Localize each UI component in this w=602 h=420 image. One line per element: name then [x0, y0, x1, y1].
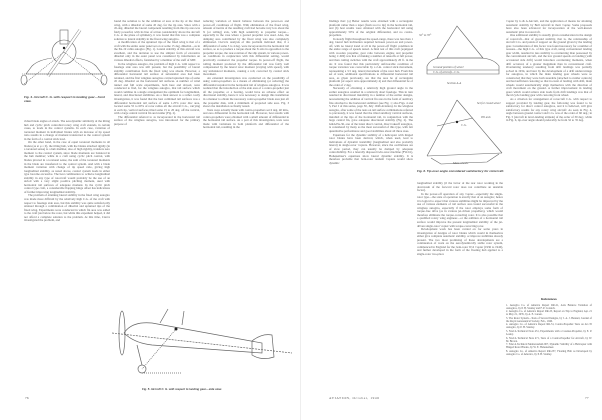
paragraph: One additional stability is usually given consideration in the design of rotorcraft—that of ground stability, that is, the relationship of aircraft C.G. and points of support on the ground given by the landing gear. Consideration of this factor was found necessary for a number of reasons—the high C.G. of this type craft, using conventional landing gear width, resulted in less stability to overturning than possessed by the conventional aircraft, and the low ground speeds on landing (with occasional side drift) would introduce overturning moments, when drift occurred, of a greater magnitude than in conventional craft. Overturning tendency resulting from drift landings was partially solved in 1934, and later by the development of a drift undercarriage for autogiros, in which the main landing gear wheels were so constructed that they were both steerable (attached to rudder controls) and had sufficient castoring so that in event of landing with drift, main wheels would automatically align themselves with the direction of craft movement on the ground. A further improvement in landing gears which would relieve side loads from drift landings was that of the tricycle landing gear with castoring front wheel. [506, 33, 592, 98]
right-page-column-2 [417, 182, 503, 382]
reference-item: 4. Autogiro Co. of America Report RR-31, Contra-Propeller Tests on AC-35 Autogiro, by P. H. Stanley. [506, 323, 592, 330]
left-page [0, 0, 300, 420]
right-page-column-1 [329, 20, 413, 382]
reference-item: 1. Autogiro Co. of America Report RR-21, Axis Balance Variation of Autogiros, by P. H. Stanley and F. P. Cotanch. [506, 303, 592, 310]
paragraph: found the solution to be the addition of area at the tip of the fixed wing, with a dihedral of some 45 deg. for the tip area. Since with a 45-deg. dihedral the lateral component resulting from this tip area was fairly powerful, with its line of action considerably above the aircraft C.G. at the plane of symmetry, it was found that this was a complete solution to lateral stability in the fixed-wing autogiro. [114, 20, 200, 41]
figure-5-caption: Fig. 5. Aircraft C. G. with respect to landing gear—side view. [142, 387, 222, 391]
paragraph: The differential referred to as incorporated in the horizontal tail surface of the wingless autogiro, was introduced for the primary purpose of [114, 114, 200, 126]
reference-item: 6. NACA Technical Note 471, Tests of a Contra-Propeller for Aircraft, by W. M. Brown. [506, 336, 592, 343]
paragraph: In the power-off operation of any 'copter—especially the single-rotor type—the state of operation is exactly that of an autogiro; hence it is logical to expect that various stabilities might be improved by the use of various elements of tail surface area found successful in the wingless autogiro, especially if the rotor employs some form of torque-free drive (as in various jet-driven propellers), which would therefore eliminate the torque-correcting rotor. It is also possible that a qualified rotary wing engineer—or the addition of a horizontal tail surface would improve the present longitudinal stability of the jet-driven single-rotor 'copter with torque-correcting rotor. [417, 191, 503, 228]
figure-6-caption: Fig. 6. Tip-over angle considered satisfactory for rotorcraft. [417, 169, 505, 173]
figure-4-caption: Fig. 4. Aircraft C. G. with respect to landing gear—front view. [24, 95, 105, 103]
references-heading: References [541, 297, 557, 301]
paragraph: In the wingless autogiro, the problem of high C.G. with respect to fuselage side area was still present, but the possibility of lateral stability contribution from the fixed wing was absent. However, a differential horizontal tail surface of substantial area had been retained, and the first wingless autogiros carried upturned tips of some 45 deg. dihedral on the horizontal tail surfaces. A number of wind tunnel and full scale experiments, both here and abroad, were conducted to find, for the wingless autogiro, that tail surface which would combine in a single arrangement the optimum for longitudinal, lateral, and directional stabilities. As a final answer to a rather costly investigation, it was found that the best combined tail surfaces was a differential horizontal tail surface of some 1.25% rotor disc area, located some 55 to 60% of rotor radius aft the aircraft C.G., carrying at each tip, vertical surfaces tilted some 15 to 20 deg. off the vertical, with a large central vertical fin and rudder (Fig. 2). [114, 61, 200, 116]
page-number-left: 76 [25, 396, 29, 400]
reference-item: 3. The Rotor System—Tests of Several Designs, by J. A. J. Bennett, Journal of the Royal Aeronautical Society, Feb., 1940. [506, 316, 592, 323]
figure-6-ground-label: Ground position of wheel [433, 65, 464, 69]
paragraph: An extended investigation was conducted on the possibility of using contra-propellers as a means of eliminating (or reducing) the differential required in the horizontal tail of wingless autogiros. It was realized that the introduction of the side area of a contra-propeller just aft the propeller, or a bearing, would have an adverse effect on directional stability, hence it was necessary to design this installation in a manner to obtain the necessary contra-propeller blade area just aft the propeller disk, with a minimum of projected side area. Fig. 3 shows the installation as finally tested. [203, 75, 289, 109]
figure-6-tip-over-diagram [417, 18, 507, 168]
paragraph: Tests were actually made with contra-propellers set 6 deg. 40 min., and zero differential in the horizontal tail. However, best results with contra-propellers were obtained with a small amount of differential in the horizontal tail surface. As a part of this investigation, tests were made with variations in both planform and differential of the horizontal tail, resulting in the [203, 107, 289, 130]
paragraph: vidual blade angles of attack. The aerodynamic similarity of the tilting hub and cyclic pitch controlled rotary wing craft extends, in certain cases, to loads in the control systems. In each case, variation of torsional moment in individual blades with an increase of tip speed ratio results in a change of moment transferred to the control system in the form of a control stick load. [24, 120, 110, 141]
left-page-column-3 [203, 20, 289, 300]
reference-item: 7. NACA Technical Memorandum 907, Dynamic Stability of a Helicopter with Hinged Rotor Blades, by W. E. Hohenemser. [506, 343, 592, 350]
page-number-right: 77 [585, 396, 589, 400]
paragraph: reducing variation of lateral balance between the power-on and power-off conditions of flight. With elimination of the fixed wing, amount of inertia of the resulting craft had become very low about the X (or rolling) axis, with high sensitivity to propeller torque—especially in the case where a geared propeller was used. Also, the damping area contributed by the fixed wing was also completely eliminated. Cierva's analysis of this problem indicated that, if a differential of some 3 to 4 deg. were incorporated in the horizontal tail surface, so as to produce a torque about the X axis in opposition to the propeller torque, the rear-rotation of the slip stream, in various power-on conditions in conjunction with this differential setting, would practically counteract the propeller torque. In power-off flight, the rolling moment produced by the differential tail was fairly well compensated by the lateral rotor moment (varying with speed), with any unbalanced moments, causing a roll, corrected by control stick movement. [203, 20, 289, 77]
reference-item: 8. Autogiro Co. of America Report RR-237, Floating Hub as Developed by Autogiro Co. of America, by P. H. Stanley. [506, 349, 592, 356]
reference-item: 2. Autogiro Co. of America Report RR-25, Report on Trip to England, Apr. 21 to May 21, 1935, by A. E. Larsen. [506, 310, 592, 317]
figure-6-wheel-label: Set for round wheel [477, 101, 501, 105]
reference-item: 5. NACA Technical Note 431, Experiments with a Counter-Propeller, by E. P. Lesley. [506, 329, 592, 336]
paragraph: On the other hand, in the case of equal torsional moments in all blades (as at μ = 0), the tilting hub, with the blades attached rigidly (in a torsional sense) to a hub member, also of high rigidity, transfers zero moment to the control system, since blade moments are balanced in the hub member; while in a craft using cyclic pitch control, with blades pivoted in a torsional sense, the sum of the torsional moments in the blade are transferred to the control system. And with a blade moment variation with change of tip speed ratio, giving high longitudinal stability, as noted above, control system loads in either type become excessive. The best combination to achieve longitudinal stability in any type of rotorcraft would probably be the use of an airfoil with a very slight positive pitching moment, used with horizontal tail surfaces of adequate moment. In the cyclic pitch control type craft, a considerable flapping hinge offset has indications of further improving longitudinal stability. [24, 140, 110, 194]
right-page-column-3 [506, 20, 592, 292]
paragraph: Development work has been carried on for some years in investigation of designs of rotor blades which would in themselves either give complete automatic stability, or improve stabilities already present. The two most promising of these developments are a continuation of work on the aerodynamically stable rotor system, commenced in England for the twin-rotor W-6 'copter (1936 to 1940), and further developed in the form of the floating hub applied to a single-rotor two-place [417, 227, 503, 256]
figure-4-front-view-drawing [18, 18, 110, 90]
paragraph: findings that: (a) Better results were obtained with a rectangular planform rather than a taper (from root to tip) in the horizontal tail, and (b) best results were obtained with the horizontal tail using approximately 50% of the original differential, and no contra-propellers. [329, 20, 413, 38]
figure-6-angle-label: 32° to 35° [419, 33, 432, 37]
paragraph: A modification of the upturned tips of the fixed wing is that of a craft with the entire outer panel set on at some 15 deg. dihedral—as in the PA-19 cabin autogiro (Fig. 1). Lateral stability of this aircraft was excellent, and the decision to use the simpler form of excessive dihedral only in the outer panel was considered by information on various dihedral effects, furnished by a member of the staff of MIT. [114, 40, 200, 63]
left-page-column-1 [24, 120, 110, 365]
paragraph: Necessity of obtaining a relatively high ground angle in the earlier autogiros resulted in a relatively short fuselage. This in turn resulted in directional instability in a number of the earlier designs, necessitating the addition of vertical fin area in the form of auxiliary fins attached to the horizontal stabilizer (see Fig. 1; also Figs. 4 and 5, Part I of this series, page 50, July 1946 Aviation). In the wingless autogiro, after some of the tests on tail surface combinations referred to previously, it was found that the tilted auxiliary vertical surfaces, installed at the tips of the horizontal tail, in conjunction with the large central fin, gave adequate directional stability (Fig. 2). The G&A PA-36, one of the latest direct control, direct takeoff autogiros, is considered by many as the most successful of this type, with fair quantitative performance and good stabilities about all three axes. [329, 86, 413, 133]
figure-6-cg2-label: C.G. [461, 123, 467, 127]
paragraph: 'copter by G & A Aircraft, and the application of means for attaining automatic stability by Bell Aircraft in their 'copter. Some proposals have also been advanced for incorporation of the well-known automatic pilot in rotorcraft. [506, 20, 592, 34]
figure-5-side-view-drawing [112, 305, 297, 380]
right-page [301, 0, 602, 420]
paragraph: longitudinal stability (if the factor of the rear rotor working in the downwash of the forward rotor does not contribute an unstable factor). [417, 182, 503, 193]
figure-6-tilt-label: Tilt axis [481, 115, 491, 119]
references-section [506, 296, 592, 382]
paragraph: Equations for the dynamic stability of a helicopter with hinged rotor blades have been derived, which, when used, lead to indications of dynamic instability (longitudinal and also probably lateral) in single-rotor 'copters. However, since the oscillations are of slow period, they can usually be damped by adequate controllability. For a laterally disposed twin-rotor machine (FW-61), Hohenemser's equations show lateral dynamic stability. It is therefore probable that twin-rotor tandem 'copters would show dynamic [329, 132, 413, 165]
figure-6-cg-label: C.G. of aircraft—C.G. [433, 70, 460, 74]
left-page-column-2 [114, 20, 200, 300]
figure-6-section-label: Section A-A [447, 81, 462, 85]
paragraph: The problem of attaining lateral stability in the fixed wing autogiro was made more difficult by the relatively high C.G. of the craft with respect to fuselage side area, but this stability was quite satisfactorily attained through a combination of dihedral and upturned tips of the fixed wing. Experiments were conducted in which fin area was added to the craft just below the rotor, but while this expedient helped, it did not afford a complete solution to the problem. At this time, Cierva investigated the problem, and [24, 193, 110, 223]
running-head: AVIATION, October, 1946 [329, 396, 380, 400]
figure-6-main-wheels-label: Main wheels [453, 161, 469, 165]
paragraph: In steady flight throughout the speed-range, there was less than 1 deg. lateral hub inclination required between power-on and power-off, with no lateral trend at all in the power-off flight condition in the entire range of speeds tested. A final test of this craft (equipped with wooden propeller, gear ratio between engine and propeller being 1:.600) was that of making a number of takeoffs at full power, and then cutting switches with the craft approximately 20 ft. in the air. It was found that this particularly unfavorable condition of torque variation was correctable by a 2-in. control stick movement, representing a 3.5 deg. lateral movement of the rotor hub. From this set of tests, additional specifications to differential horizontal tail area, as given previously, are that the area be of rectangular planform (of aspect ratio approximately 4) and that differential be of the order of 2 deg. [329, 36, 413, 87]
paragraph: As a criterion for arrangement of rotorcraft C.G. with respect to support provided by landing gear, the following was found to be satisfactory for direct control autogiros, and it is believed, will give satisfactory results for any rotary wing aircraft: As seen in Fig. 4, angle between ground contact and C.G. was of the order of 60 deg.; in Fig. 5 (aircraft in level-landing attitude) of the order of 30 deg.; while in Fig. 6, tip-over angle should preferably be from 32 to 35 deg. [506, 97, 592, 123]
